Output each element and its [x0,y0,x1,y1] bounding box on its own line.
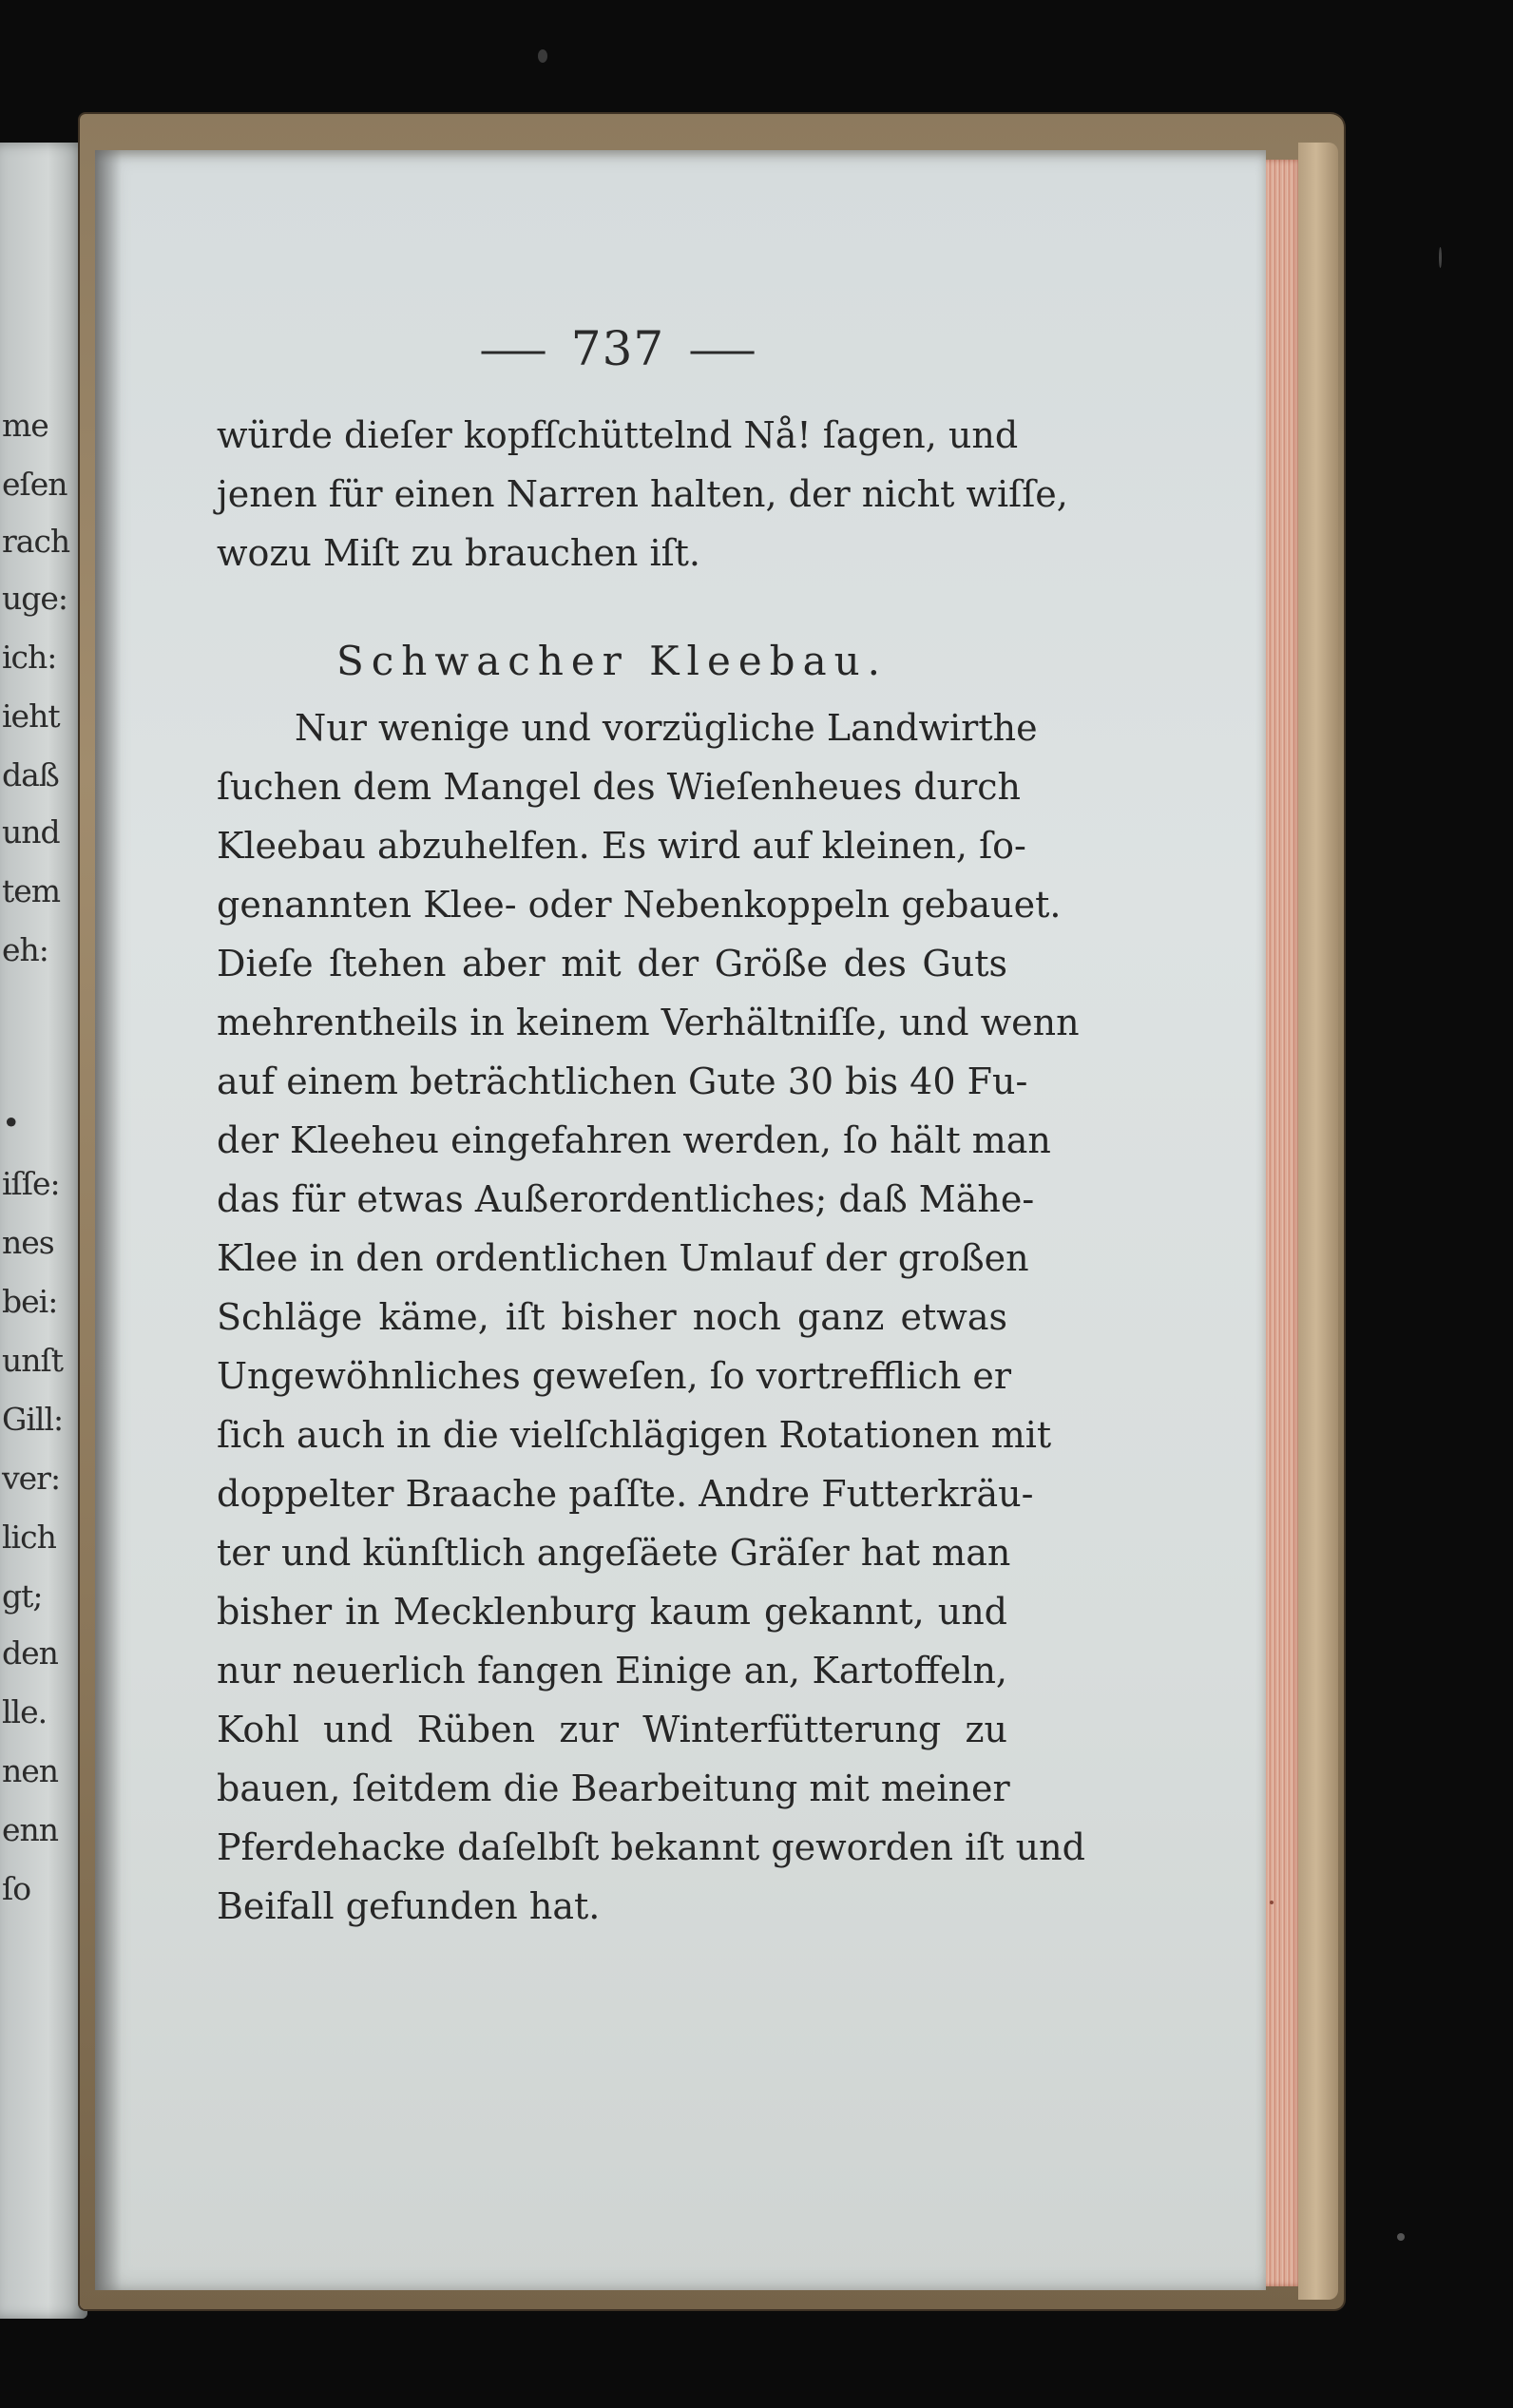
left-page-fragment: nen [2,1752,59,1789]
page-block-fore-edge [1262,160,1298,2286]
text-line: bisher in Mecklenburg kaum gekannt, und [217,1591,1007,1633]
left-page-fragment: gt; [2,1577,43,1615]
text-line: auf einem beträchtlichen Gute 30 bis 40 Fu- [217,1061,1028,1102]
text-line: ſuchen dem Mangel des Wieſenheues durch [217,766,1022,808]
text-line: der Kleeheu eingefahren werden, ſo hält man [217,1119,1051,1161]
left-page-fragment: tem [2,872,61,909]
left-page-fragment: eh: [2,931,48,968]
dust-speck [538,49,547,63]
left-page-fragment: daß [2,756,59,793]
left-page-fragment: lle. [2,1693,48,1730]
left-page-fragment: uge: [2,580,68,617]
left-page-fragment: me [2,407,48,444]
left-page-fragment: enn [2,1811,59,1848]
running-head [418,315,817,382]
text-line: Dieſe ſtehen aber mit der Größe des Guts [217,943,1007,984]
text-line: würde dieſer kopfſchüttelnd Nå! ſagen, und [217,414,1019,456]
left-page-fragment: eſen [2,466,67,503]
text-line: bauen, ſeitdem die Bearbeitung mit meiner [217,1768,1010,1809]
text-line: Pferdehacke daſelbſt bekannt geworden iſt und [217,1826,1085,1868]
text-line: das für etwas Außerordentliches; daß Mähe- [217,1178,1035,1220]
left-page-fragment: bei: [2,1283,58,1320]
left-page-fragment: den [2,1634,58,1672]
text-line: jenen für einen Narren halten, der nicht wiſſe, [217,473,1068,515]
left-page-fragment: ieht [2,698,60,735]
left-page-fragment: lich [2,1519,56,1556]
text-line: nur neuerlich fangen Einige an, Kartoffeln, [217,1650,1007,1691]
left-page-fragment: unſt [2,1342,63,1379]
text-line: Nur wenige und vorzügliche Landwirthe [295,707,1038,749]
running-head-dash-right: — [687,323,758,374]
text-line: Schläge käme, iſt bisher noch ganz etwas [217,1296,1007,1338]
text-line: Kleebau abzuhelfen. Es wird auf kleinen, ſo- [217,825,1026,867]
text-line: Kohl und Rüben zur Winterfütterung zu [217,1709,1007,1750]
text-line: Ungewöhnliches geweſen, ſo vortrefflich er [217,1355,1012,1397]
running-head-dash-left: — [477,323,548,374]
left-page-fragment: ſo [2,1870,31,1907]
dust-speck [1270,1901,1274,1904]
gutter-shadow [95,150,122,2290]
text-line: genannten Klee- oder Nebenkoppeln gebauet. [217,884,1062,926]
text-line: Beifall gefunden hat. [217,1885,601,1927]
left-page-fragment: iſſe: [2,1165,60,1202]
left-page-fragment: und [2,813,60,850]
book-board-edge [1298,143,1338,2300]
section-heading: Schwacher Kleebau. [335,638,889,684]
text-line: Klee in den ordentlichen Umlauf der großen [217,1237,1029,1279]
left-page-fragment: ich: [2,639,57,676]
left-page-fragment: ver: [2,1460,61,1497]
left-page-fragment: nes [2,1224,54,1261]
text-line: mehrentheils in keinem Verhältniſſe, und wenn [217,1002,1080,1043]
left-page-edge [0,143,87,2319]
text-line: wozu Miſt zu brauchen iſt. [217,532,701,574]
left-page-fragment: rach [2,523,70,560]
page-number: 737 [570,321,665,376]
text-line: doppelter Braache paſſte. Andre Futterkräu- [217,1473,1034,1515]
left-page-fragment: • [2,1104,20,1141]
text-line: ſich auch in die vielſchlägigen Rotationen mit [217,1414,1052,1456]
dust-speck [1439,247,1442,268]
dust-speck [1397,2233,1405,2241]
left-page-fragment: Gill: [2,1401,64,1438]
text-line: ter und künſtlich angeſäete Gräſer hat man [217,1532,1011,1574]
